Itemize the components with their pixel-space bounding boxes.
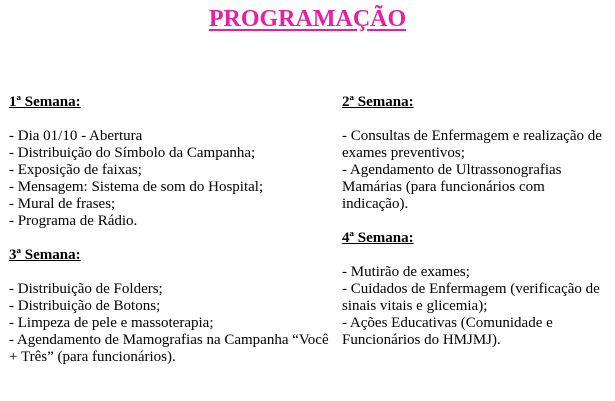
list-item: - Distribuição de Folders; bbox=[9, 281, 163, 297]
list-item: - Programa de Rádio. bbox=[9, 213, 138, 229]
list-item: - Limpeza de pele e massoterapia; bbox=[9, 315, 214, 331]
week-3-section bbox=[9, 247, 339, 366]
week-1-list bbox=[9, 128, 339, 230]
list-item: - Ações Educativas (Comunidade e Funcionários do HMJMJ). bbox=[342, 315, 553, 348]
week-1-heading: 1ª Semana: bbox=[9, 94, 81, 110]
week-4-list bbox=[342, 264, 612, 349]
list-item: - Mensagem: Sistema de som do Hospital; bbox=[9, 179, 264, 195]
week-2-section bbox=[342, 94, 612, 213]
right-column bbox=[342, 94, 612, 366]
week-2-heading: 2ª Semana: bbox=[342, 94, 414, 110]
list-item: - Cuidados de Enfermagem (verificação de sinais vitais e glicemia); bbox=[342, 281, 600, 314]
page-title: PROGRAMAÇÃO bbox=[208, 6, 407, 32]
week-3-list bbox=[9, 281, 339, 366]
week-4-heading: 4ª Semana: bbox=[342, 230, 414, 246]
list-item: - Agendamento de Mamografias na Campanha “Você + Três” (para funcionários). bbox=[9, 332, 329, 365]
list-item: - Agendamento de Ultrassonografias Mamárias (para funcionários com indicação). bbox=[342, 162, 562, 212]
list-item: - Distribuição do Símbolo da Campanha; bbox=[9, 145, 256, 161]
list-item: - Distribuição de Botons; bbox=[9, 298, 161, 314]
week-4-section bbox=[342, 230, 612, 349]
list-item: - Consultas de Enfermagem e realização de exames preventivos; bbox=[342, 128, 602, 161]
left-column bbox=[9, 94, 339, 383]
week-2-list bbox=[342, 128, 612, 213]
week-3-heading: 3ª Semana: bbox=[9, 247, 81, 263]
list-item: - Mural de frases; bbox=[9, 196, 116, 212]
list-item: - Mutirão de exames; bbox=[342, 264, 470, 280]
list-item: - Exposição de faixas; bbox=[9, 162, 142, 178]
week-1-section bbox=[9, 94, 339, 230]
list-item: - Dia 01/10 - Abertura bbox=[9, 128, 143, 144]
